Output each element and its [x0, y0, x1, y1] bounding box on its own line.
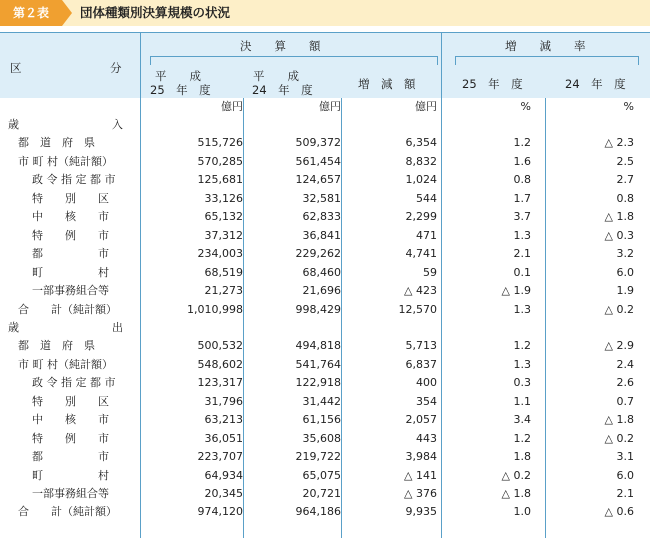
- cell-v4: 1.7: [513, 191, 531, 205]
- cell-v1: 234,003: [197, 247, 243, 261]
- cell-v4: △ 1.8: [501, 487, 531, 500]
- row-label: 政 令 指 定 都 市: [32, 173, 116, 187]
- row-label: 市 町 村（純計額）: [18, 357, 113, 371]
- cell-v5: 6.0: [616, 265, 634, 279]
- cell-v3: 354: [416, 394, 437, 408]
- header-kessan-group: 決 算 額: [240, 39, 321, 53]
- row-label: 都 市: [32, 247, 109, 261]
- cell-v2: 122,918: [295, 376, 341, 390]
- badge-label: 第２表: [12, 6, 49, 20]
- row-label: 特 別 区: [32, 394, 109, 408]
- cell-v2: 20,721: [302, 487, 341, 500]
- col-divider: [243, 98, 244, 538]
- row-label: 都 道 府 県: [18, 136, 95, 150]
- cell-v2: 62,833: [302, 210, 341, 224]
- cell-v2: 32,581: [302, 191, 341, 205]
- cell-v5: △ 0.2: [604, 302, 634, 316]
- row-label: 町 村: [32, 468, 109, 482]
- cell-v1: 64,934: [204, 468, 243, 482]
- cell-v4: 1.3: [513, 302, 531, 316]
- cell-v2: 35,608: [302, 431, 341, 445]
- cell-v2: 21,696: [302, 284, 341, 298]
- cell-v5: 2.5: [616, 154, 634, 168]
- cell-v2: 541,764: [295, 357, 341, 371]
- cell-v1: 125,681: [197, 173, 243, 187]
- cell-v3: 544: [416, 191, 437, 205]
- unit-c2: 億円: [319, 100, 341, 113]
- table-row: [0, 245, 650, 263]
- unit-row: [0, 98, 650, 116]
- cell-v4: 1.3: [513, 357, 531, 371]
- cell-v2: 561,454: [295, 154, 341, 168]
- title-bar: [0, 0, 650, 26]
- header-rate-h24: 24 年 度: [565, 77, 626, 91]
- cell-v5: 2.4: [616, 357, 634, 371]
- row-label: 一部事務組合等: [32, 284, 109, 298]
- row-label: 中 核 市: [32, 413, 109, 427]
- zougen-group-bracket: [455, 56, 639, 65]
- row-label: 中 核 市: [32, 210, 109, 224]
- cell-v4: 1.2: [513, 339, 531, 353]
- cell-v2: 31,442: [302, 394, 341, 408]
- cell-v5: 3.2: [616, 247, 634, 261]
- cell-v3: 8,832: [405, 154, 437, 168]
- cell-v3: 6,354: [405, 136, 437, 150]
- header-h25-line1: 平 成: [155, 69, 201, 83]
- row-label: 合 計（純計額）: [18, 505, 117, 519]
- cell-v1: 570,285: [197, 154, 243, 168]
- cell-v4: 0.3: [513, 376, 531, 390]
- table-body: [0, 98, 650, 538]
- cell-v3: 4,741: [405, 247, 437, 261]
- cell-v1: [140, 116, 243, 134]
- cell-v2: 998,429: [295, 302, 341, 316]
- cell-v5: △ 1.8: [604, 413, 634, 427]
- cell-v3: 2,057: [405, 413, 437, 427]
- cell-v1: 20,345: [204, 487, 243, 500]
- table-row: [0, 374, 650, 392]
- col-divider: [140, 32, 141, 538]
- cell-v3: 3,984: [405, 450, 437, 464]
- table-row: [0, 393, 650, 411]
- cell-v3: △ 423: [404, 284, 437, 298]
- table-number-badge: [0, 0, 72, 26]
- cell-v3: 400: [416, 376, 437, 390]
- header-kubun-right: 分: [110, 61, 122, 75]
- row-label: 都 市: [32, 450, 109, 464]
- cell-v4: 0.8: [513, 173, 531, 187]
- cell-v3: 443: [416, 431, 437, 445]
- cell-v1: 33,126: [204, 191, 243, 205]
- cell-v1: 21,273: [204, 284, 243, 298]
- header-h24-line2: 24 年 度: [252, 83, 313, 97]
- cell-v1: 37,312: [204, 228, 243, 242]
- table-row: [0, 208, 650, 226]
- table-row: [0, 116, 650, 134]
- cell-v5: △ 0.2: [604, 431, 634, 445]
- cell-v3: 471: [416, 228, 437, 242]
- table-top-border: [0, 32, 650, 33]
- cell-v4: 2.1: [513, 247, 531, 261]
- table-row: [0, 264, 650, 282]
- col-divider: [441, 32, 442, 538]
- row-label: 歳: [8, 320, 19, 334]
- cell-v2: 229,262: [295, 247, 341, 261]
- cell-v5: 2.1: [616, 487, 634, 500]
- cell-v5: 2.6: [616, 376, 634, 390]
- table-row: [0, 153, 650, 171]
- table-header: [0, 32, 650, 98]
- cell-v4: 1.2: [513, 431, 531, 445]
- cell-v5: 0.8: [616, 191, 634, 205]
- row-label-right: 入: [112, 118, 123, 131]
- cell-v5: 3.1: [616, 450, 634, 464]
- header-rate-h25: 25 年 度: [462, 77, 523, 91]
- cell-v2: 36,841: [302, 228, 341, 242]
- table-row: [0, 411, 650, 429]
- row-label: 都 道 府 県: [18, 339, 95, 353]
- cell-v1: [140, 319, 243, 337]
- row-label: 政 令 指 定 都 市: [32, 376, 116, 390]
- header-h24-line1: 平 成: [253, 69, 299, 83]
- cell-v1: 65,132: [204, 210, 243, 224]
- cell-v2: 494,818: [295, 339, 341, 353]
- cell-v1: 36,051: [204, 431, 243, 445]
- cell-v3: 2,299: [405, 210, 437, 224]
- unit-c3: 億円: [415, 100, 437, 113]
- cell-v3: [341, 116, 437, 134]
- cell-v2: 964,186: [295, 505, 341, 519]
- table-row: [0, 430, 650, 448]
- unit-c1: 億円: [221, 100, 243, 113]
- table-title: 団体種類別決算規模の状況: [80, 5, 231, 20]
- cell-v4: 1.2: [513, 136, 531, 150]
- cell-v1: 68,519: [204, 265, 243, 279]
- cell-v3: 9,935: [405, 505, 437, 519]
- cell-v4: 3.4: [513, 413, 531, 427]
- cell-v4: 1.3: [513, 228, 531, 242]
- unit-c5: %: [623, 100, 634, 113]
- cell-v3: △ 141: [404, 468, 437, 482]
- cell-v1: 31,796: [204, 394, 243, 408]
- table-row: [0, 282, 650, 300]
- cell-v2: 61,156: [302, 413, 341, 427]
- cell-v5: △ 0.6: [604, 505, 634, 519]
- header-kubun-left: 区: [10, 61, 22, 75]
- table-row: [0, 356, 650, 374]
- cell-v1: 1,010,998: [187, 302, 243, 316]
- table-row: [0, 337, 650, 355]
- cell-v5: △ 0.3: [604, 228, 634, 242]
- cell-v2: 68,460: [302, 265, 341, 279]
- row-label: 特 別 区: [32, 191, 109, 205]
- cell-v3: 12,570: [398, 302, 437, 316]
- kessan-group-bracket: [150, 56, 438, 65]
- table-row: [0, 485, 650, 503]
- row-label: 特 例 市: [32, 228, 109, 242]
- cell-v4: △ 0.2: [501, 468, 531, 482]
- data-table: [0, 32, 650, 538]
- row-label: 一部事務組合等: [32, 487, 109, 500]
- row-label: 町 村: [32, 265, 109, 279]
- cell-v3: [341, 319, 437, 337]
- cell-v5: △ 2.9: [604, 339, 634, 353]
- cell-v3: 6,837: [405, 357, 437, 371]
- cell-v5: △ 1.8: [604, 210, 634, 224]
- cell-v4: 3.7: [513, 210, 531, 224]
- table-row: [0, 134, 650, 152]
- cell-v4: 1.1: [513, 394, 531, 408]
- cell-v5: [545, 319, 634, 337]
- cell-v5: 0.7: [616, 394, 634, 408]
- header-zougen-group: 増 減 率: [505, 39, 586, 53]
- table-row: [0, 503, 650, 521]
- cell-v2: 219,722: [295, 450, 341, 464]
- cell-v2: [243, 116, 341, 134]
- table-row: [0, 190, 650, 208]
- cell-v1: 548,602: [197, 357, 243, 371]
- row-label-right: 出: [112, 320, 123, 334]
- cell-v1: 123,317: [197, 376, 243, 390]
- header-zougen-gaku: 増 減 額: [358, 77, 416, 91]
- cell-v1: 63,213: [204, 413, 243, 427]
- cell-v4: 1.6: [513, 154, 531, 168]
- cell-v2: 65,075: [302, 468, 341, 482]
- col-divider: [341, 98, 342, 538]
- cell-v4: 1.0: [513, 505, 531, 519]
- table-row: [0, 301, 650, 319]
- cell-v3: △ 376: [404, 487, 437, 500]
- cell-v5: 1.9: [616, 284, 634, 298]
- cell-v4: [441, 116, 531, 134]
- cell-v5: 6.0: [616, 468, 634, 482]
- cell-v1: 223,707: [197, 450, 243, 464]
- cell-v5: 2.7: [616, 173, 634, 187]
- cell-v1: 974,120: [197, 505, 243, 519]
- cell-v5: [545, 116, 634, 134]
- col-divider: [545, 98, 546, 538]
- table-row: [0, 467, 650, 485]
- row-label: 合 計（純計額）: [18, 302, 117, 316]
- cell-v2: 509,372: [295, 136, 341, 150]
- cell-v2: [243, 319, 341, 337]
- table-row: [0, 227, 650, 245]
- cell-v3: 59: [423, 265, 437, 279]
- table-row: [0, 319, 650, 337]
- header-h25-line2: 25 年 度: [150, 83, 211, 97]
- cell-v2: 124,657: [295, 173, 341, 187]
- row-label: 特 例 市: [32, 431, 109, 445]
- cell-v1: 515,726: [197, 136, 243, 150]
- cell-v4: 1.8: [513, 450, 531, 464]
- cell-v4: △ 1.9: [501, 284, 531, 298]
- unit-c4: %: [520, 100, 531, 113]
- cell-v1: 500,532: [197, 339, 243, 353]
- cell-v3: 1,024: [405, 173, 437, 187]
- row-label: 市 町 村（純計額）: [18, 154, 113, 168]
- table-row: [0, 448, 650, 466]
- cell-v4: [441, 319, 531, 337]
- row-label: 歳: [8, 118, 19, 131]
- table-row: [0, 171, 650, 189]
- cell-v3: 5,713: [405, 339, 437, 353]
- cell-v5: △ 2.3: [604, 136, 634, 150]
- cell-v4: 0.1: [513, 265, 531, 279]
